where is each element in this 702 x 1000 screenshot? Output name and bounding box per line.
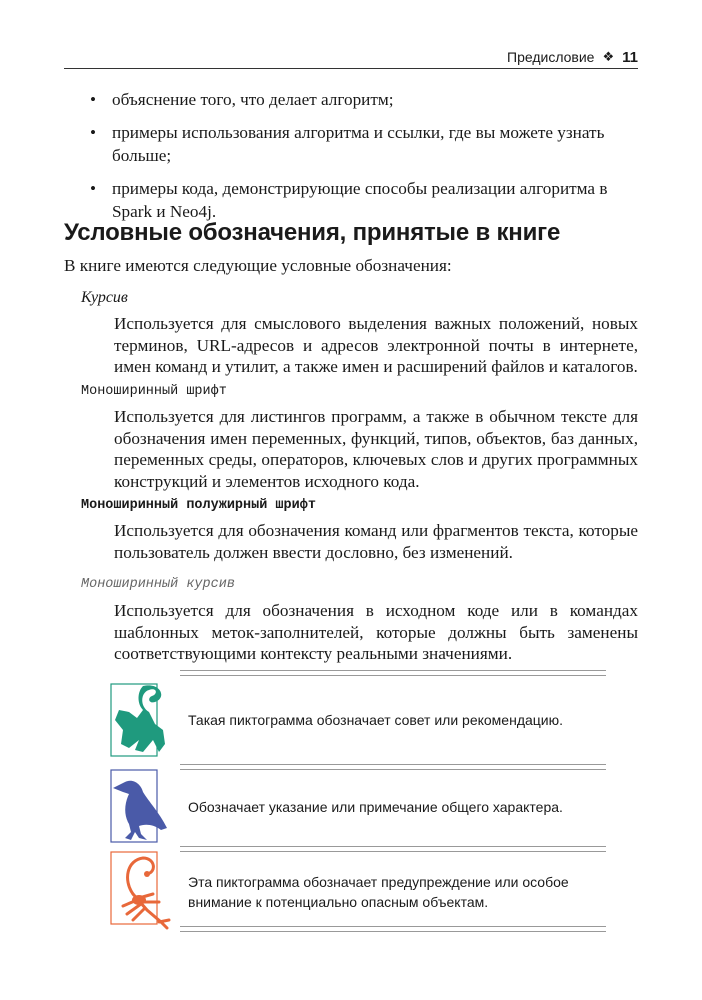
term-description: Используется для листингов программ, а также в обычном тексте для обозначения имен переменных, функций, типов, объектов, баз данных, переменных среды, операторов, ключевых слов и других программных конструкций и элементов исходного кода. — [114, 407, 638, 491]
intro-paragraph: В книге имеются следующие условные обозначения: — [64, 256, 452, 275]
term-description: Используется для обозначения в исходном коде или в командах шаблонных меток-заполнителей, которые должны быть заменены соответствующими контексту реальными значениями. — [114, 601, 638, 663]
list-item: • примеры использования алгоритма и ссылки, где вы можете узнать больше; — [88, 121, 640, 168]
term-description: Используется для обозначения команд или фрагментов текста, которые пользователь должен ввести дословно, без изменений. — [114, 521, 638, 562]
list-item: • объяснение того, что делает алгоритм; — [88, 88, 640, 112]
note-text: Обозначает указание или примечание общего характера. — [188, 799, 563, 815]
term-italic: Курсив — [81, 289, 128, 306]
term-description: Используется для смыслового выделения важных положений, новых терминов, URL-адресов и адресов электронной почты в интернете, имен команд и утилит, а также имен и расширений файлов и каталогов. — [114, 314, 638, 376]
note-divider — [180, 670, 606, 676]
section-title: Условные обозначения, принятые в книге — [64, 219, 561, 246]
running-header — [64, 46, 638, 69]
term-monospace-italic: Моноширинный курсив — [81, 577, 235, 592]
note-divider — [180, 926, 606, 932]
crow-icon — [103, 768, 175, 848]
scorpion-icon — [103, 850, 175, 930]
note-divider — [180, 846, 606, 852]
lemur-icon — [103, 678, 175, 758]
header-section: Предисловие — [507, 49, 595, 65]
page-number: 11 — [622, 48, 638, 66]
list-item: • примеры кода, демонстрирующие способы реализации алгоритма в Spark и Neo4j. — [88, 177, 640, 224]
bullet-list — [88, 88, 640, 233]
note-text: Эта пиктограмма обозначает предупреждение или особое внимание к потенциально опасным объектам. — [188, 874, 569, 910]
diamond-ornament-icon: ❖ — [602, 49, 615, 64]
term-monospace: Моноширинный шрифт — [81, 384, 227, 399]
note-divider — [180, 764, 606, 770]
term-monospace-bold: Моноширинный полужирный шрифт — [81, 498, 316, 513]
note-text: Такая пиктограмма обозначает совет или рекомендацию. — [188, 712, 564, 728]
